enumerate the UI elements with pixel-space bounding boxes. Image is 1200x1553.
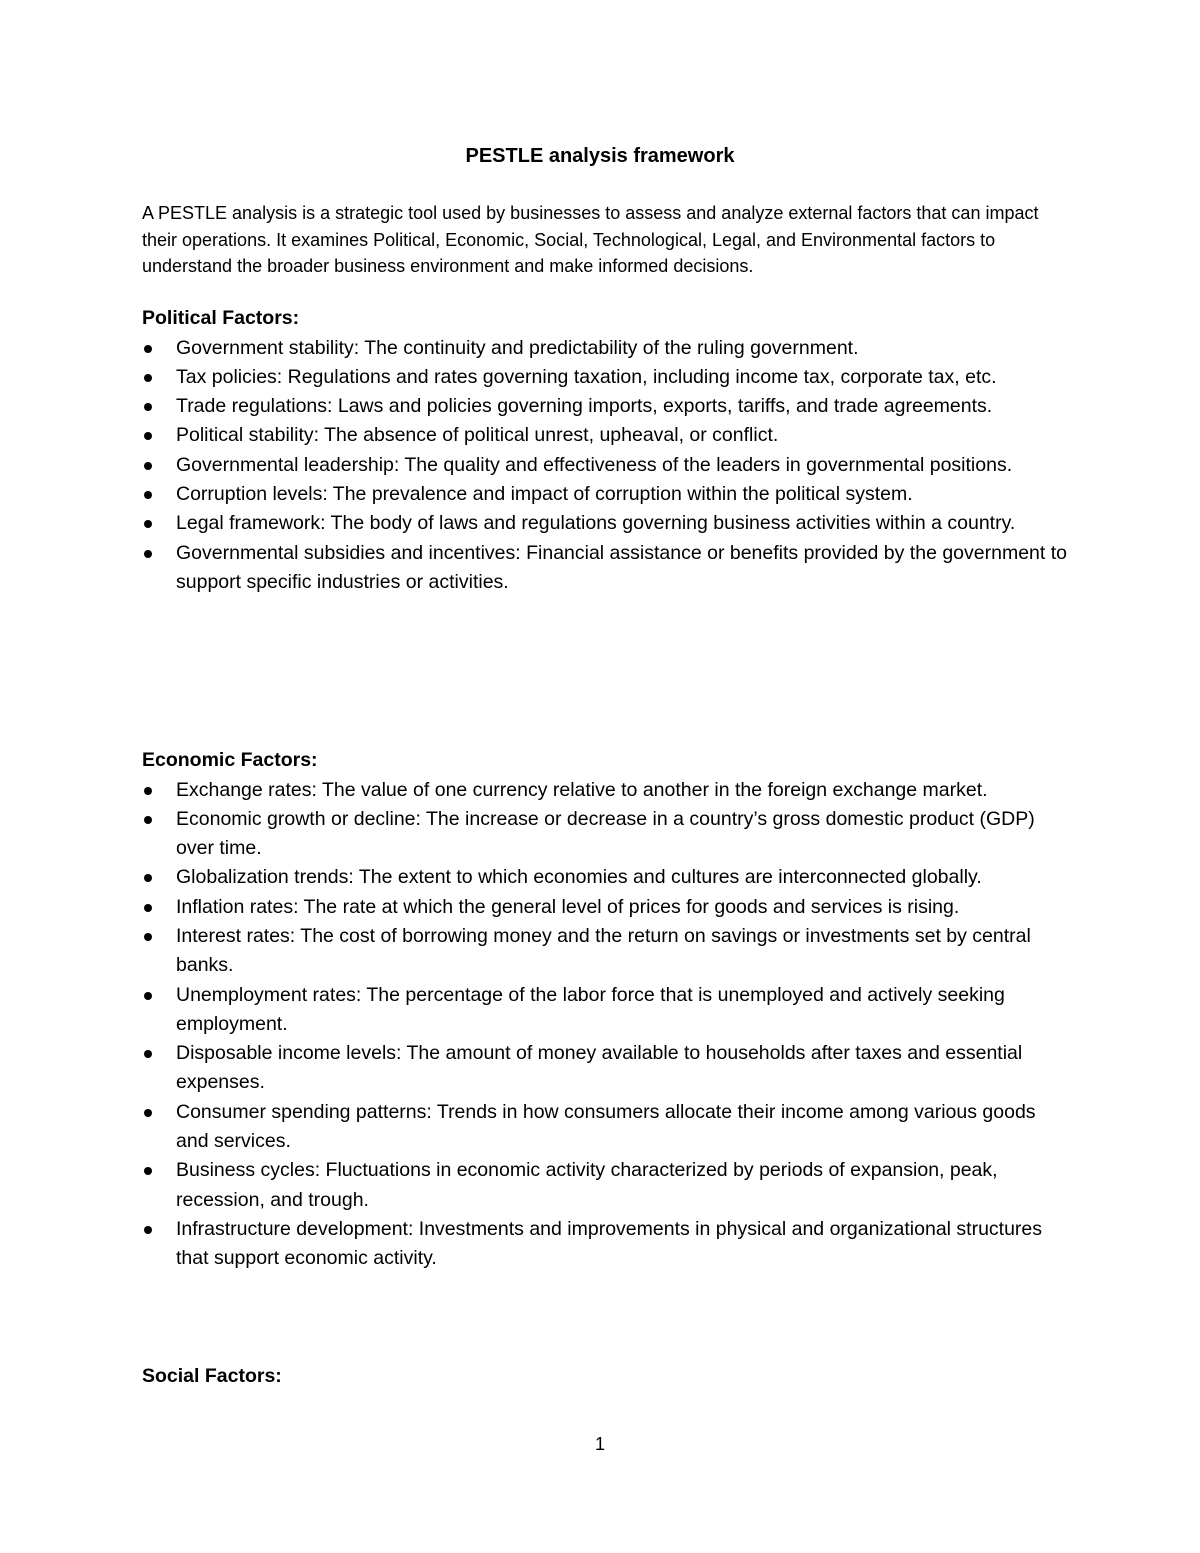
- list-item: [142, 1156, 1072, 1215]
- list-item: [142, 863, 1072, 892]
- list-item: [142, 421, 1072, 450]
- page-number: 1: [594, 1434, 605, 1454]
- social-factors-heading: Social Factors:: [142, 1365, 282, 1387]
- list-item-text: Exchange rates: The value of one currency relative to another in the foreign exchange market.: [176, 778, 988, 801]
- bullet-icon: [144, 816, 152, 824]
- list-item-text: Unemployment rates: The percentage of the labor force that is unemployed and actively seeking employment.: [176, 983, 1005, 1035]
- list-item: [142, 805, 1072, 864]
- list-item: [142, 922, 1072, 981]
- list-item: [142, 1215, 1072, 1274]
- bullet-icon: [144, 874, 152, 882]
- bullet-icon: [144, 345, 152, 353]
- list-item-text: Consumer spending patterns: Trends in how consumers allocate their income among various goods and services.: [176, 1100, 1036, 1153]
- economic-factors-section: [142, 746, 1072, 1274]
- economic-factors-heading: Economic Factors:: [142, 749, 318, 771]
- list-item: [142, 1039, 1072, 1098]
- bullet-icon: [144, 403, 152, 411]
- list-item: [142, 539, 1072, 598]
- list-item-text: Legal framework: The body of laws and regulations governing business activities within a country.: [176, 512, 1016, 535]
- list-item: [142, 509, 1072, 538]
- list-item: [142, 776, 1072, 805]
- list-item-text: Interest rates: The cost of borrowing money and the return on savings or investments set by central banks.: [176, 924, 1031, 977]
- bullet-icon: [144, 520, 152, 528]
- list-item-text: Economic growth or decline: The increase or decrease in a country’s gross domestic product (GDP) over time.: [176, 807, 1035, 860]
- economic-factors-list: [142, 776, 1072, 1274]
- bullet-icon: [144, 787, 152, 795]
- political-factors-heading: Political Factors:: [142, 307, 300, 329]
- list-item-text: Inflation rates: The rate at which the general level of prices for goods and services is rising.: [176, 895, 960, 918]
- social-factors-section: [142, 1362, 1072, 1392]
- bullet-icon: [144, 992, 152, 1000]
- bullet-icon: [144, 904, 152, 912]
- list-item-text: Infrastructure development: Investments and improvements in physical and organizational structures that support economic activity.: [176, 1217, 1043, 1270]
- list-item-text: Trade regulations: Laws and policies governing imports, exports, tariffs, and trade agreements.: [176, 395, 993, 418]
- bullet-icon: [144, 374, 152, 382]
- list-item-text: Governmental subsidies and incentives: Financial assistance or benefits provided by the government to support specific industries or activities.: [176, 541, 1067, 593]
- bullet-icon: [144, 1226, 152, 1234]
- list-item: [142, 363, 1072, 392]
- list-item: [142, 981, 1072, 1040]
- bullet-icon: [144, 1050, 152, 1058]
- list-item: [142, 480, 1072, 509]
- list-item-text: Government stability: The continuity and predictability of the ruling government.: [176, 336, 859, 359]
- political-factors-section: [142, 304, 1072, 597]
- bullet-icon: [144, 432, 152, 440]
- list-item-text: Tax policies: Regulations and rates governing taxation, including income tax, corporate tax, etc.: [176, 365, 997, 388]
- bullet-icon: [144, 1109, 152, 1117]
- list-item-text: Disposable income levels: The amount of money available to households after taxes and essential expenses.: [176, 1042, 1023, 1094]
- list-item: [142, 1098, 1072, 1157]
- bullet-icon: [144, 1167, 152, 1175]
- list-item-text: Business cycles: Fluctuations in economic activity characterized by periods of expansion, peak, recession, and trough.: [176, 1159, 998, 1211]
- document-title: PESTLE analysis framework: [465, 145, 735, 167]
- bullet-icon: [144, 462, 152, 470]
- list-item-text: Corruption levels: The prevalence and impact of corruption within the political system.: [176, 482, 913, 505]
- bullet-icon: [144, 491, 152, 499]
- list-item-text: Globalization trends: The extent to which economies and cultures are interconnected globally.: [176, 866, 982, 889]
- list-item-text: Political stability: The absence of political unrest, upheaval, or conflict.: [176, 424, 779, 447]
- bullet-icon: [144, 933, 152, 941]
- intro-paragraph: A PESTLE analysis is a strategic tool used by businesses to assess and analyze external factors that can impact their operations. It examines Political, Economic, Social, Technological, Legal, and Environmental factors to understand the broader business environment and make informed decisions.: [142, 203, 1039, 276]
- list-item: [142, 334, 1072, 363]
- list-item: [142, 451, 1072, 480]
- political-factors-list: [142, 334, 1072, 598]
- bullet-icon: [144, 550, 152, 558]
- list-item: [142, 392, 1072, 421]
- list-item-text: Governmental leadership: The quality and effectiveness of the leaders in governmental positions.: [176, 453, 1013, 476]
- list-item: [142, 893, 1072, 922]
